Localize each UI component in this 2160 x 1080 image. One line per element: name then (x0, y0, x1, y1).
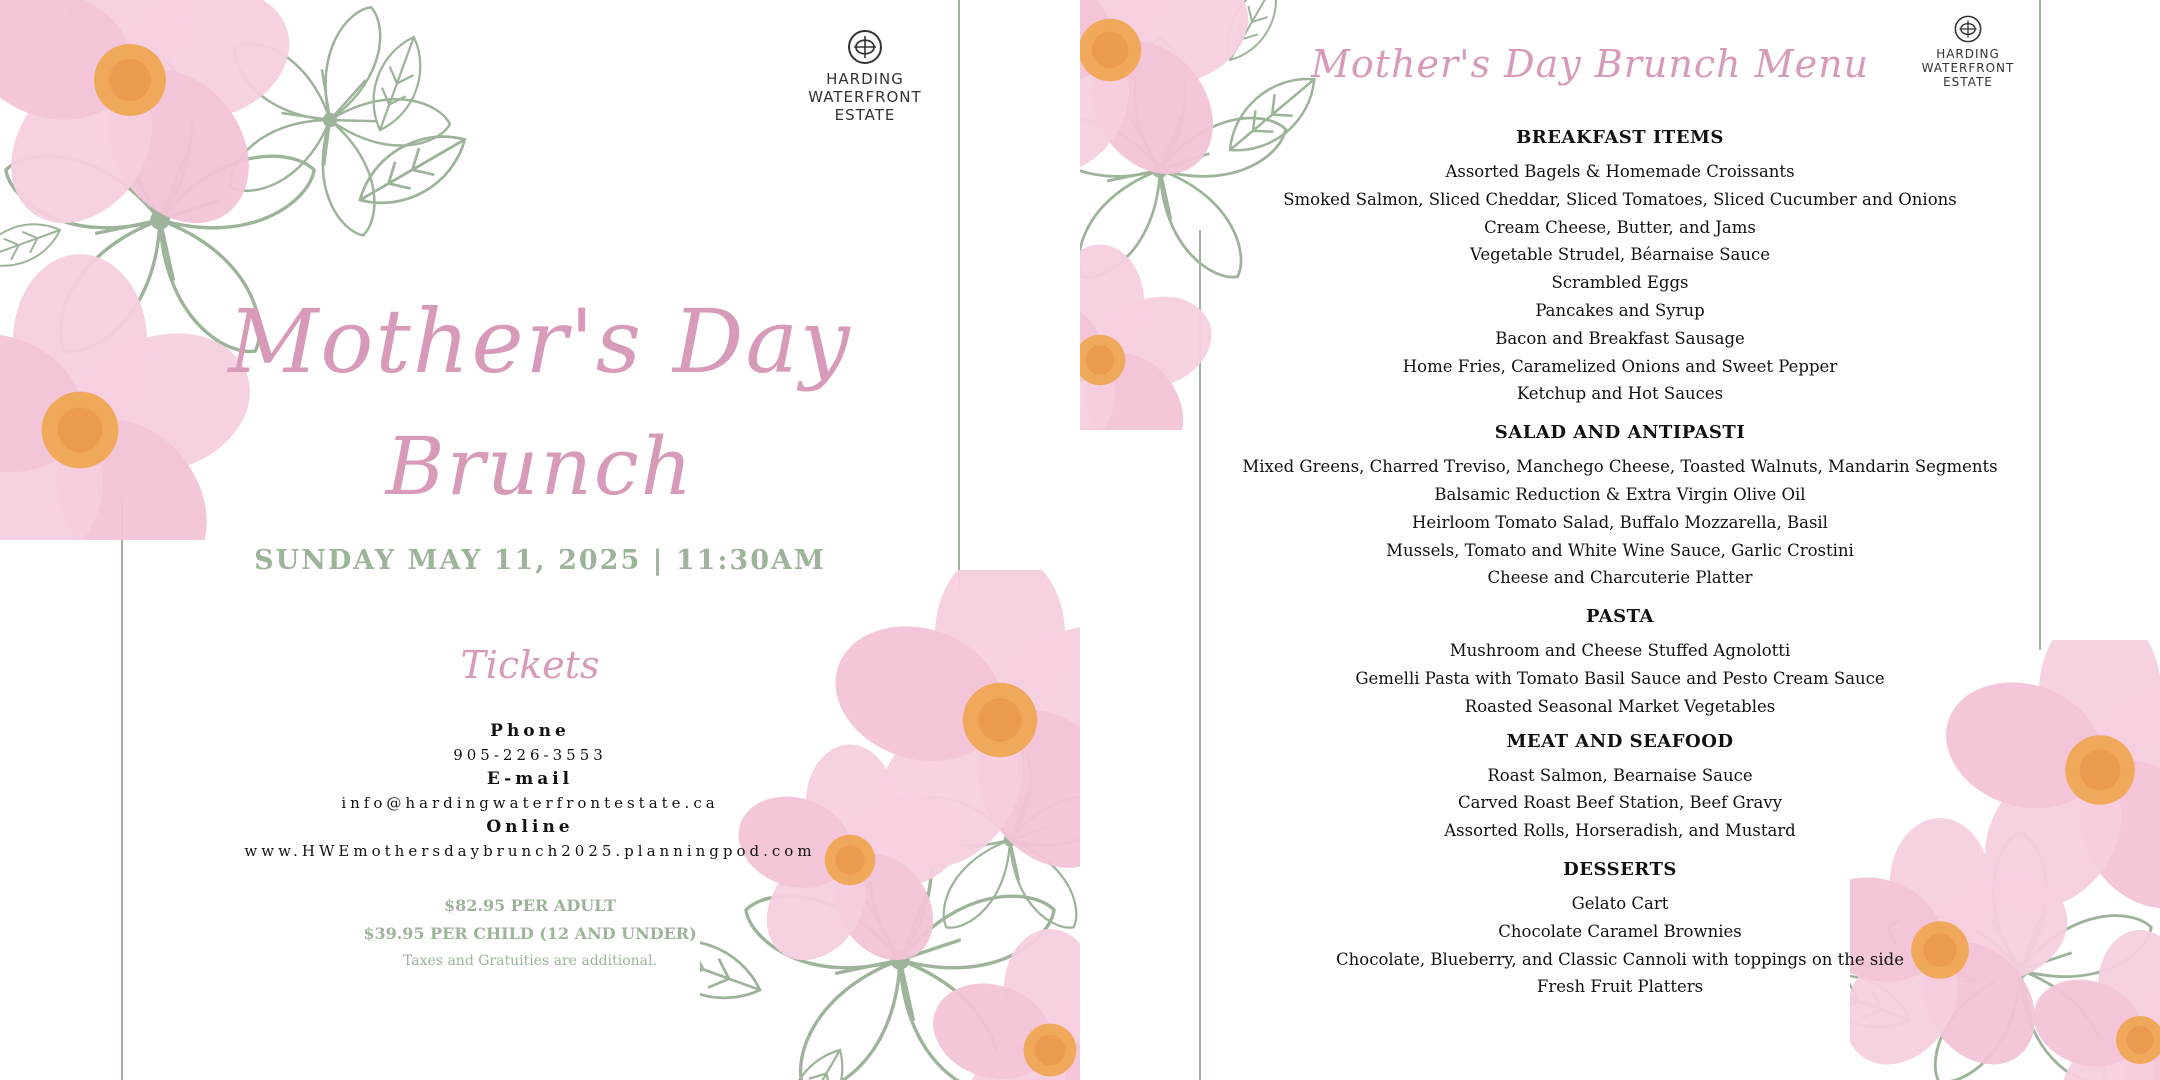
phone-number[interactable]: 905-226-3553 (453, 746, 607, 764)
menu-item: Vegetable Strudel, Béarnaise Sauce (1470, 245, 1770, 265)
menu-logo-line-3: ESTATE (1943, 75, 1993, 89)
estate-logo (790, 28, 940, 124)
logo-line-2: WATERFRONT (808, 88, 922, 106)
menu-item: Chocolate, Blueberry, and Classic Cannoli with toppings on the side (1336, 949, 1904, 969)
event-title-line-1: Mother's Day (228, 290, 852, 393)
menu-logo-line-2: WATERFRONT (1921, 61, 2015, 75)
menu-item: Fresh Fruit Platters (1536, 977, 1704, 997)
event-title-line-2: Brunch (385, 420, 695, 513)
menu-item: Heirloom Tomato Salad, Buffalo Mozzarella, Basil (1412, 512, 1828, 532)
menu-celtic-knot-icon (1953, 14, 1983, 44)
section-breakfast-heading: BREAKFAST ITEMS (1516, 127, 1724, 148)
logo-line-3: ESTATE (834, 106, 896, 124)
menu-item: Bacon and Breakfast Sausage (1495, 328, 1745, 348)
menu-logo-line-1: HARDING (1936, 47, 2000, 61)
menu-item: Cream Cheese, Butter, and Jams (1484, 217, 1756, 237)
tickets-heading: Tickets (460, 643, 600, 687)
menu-item: Smoked Salmon, Sliced Cheddar, Sliced Tomatoes, Sliced Cucumber and Onions (1283, 189, 1957, 209)
online-label: Online (486, 817, 574, 837)
menu-item: Mussels, Tomato and White Wine Sauce, Garlic Crostini (1386, 540, 1854, 560)
phone-label: Phone (490, 721, 570, 741)
child-price: $39.95 PER CHILD (12 AND UNDER) (363, 924, 697, 943)
menu-item: Pancakes and Syrup (1535, 300, 1705, 320)
menu-item: Home Fries, Caramelized Onions and Sweet Pepper (1402, 356, 1838, 376)
menu-title: Mother's Day Brunch Menu (1310, 42, 1870, 86)
taxes-note: Taxes and Gratuities are additional. (403, 953, 657, 969)
menu-item: Scrambled Eggs (1551, 273, 1689, 293)
booking-url[interactable]: www.HWEmothersdaybrunch2025.planningpod.com (244, 842, 816, 860)
menu-item: Balsamic Reduction & Extra Virgin Olive Oil (1434, 484, 1806, 504)
menu-item: Carved Roast Beef Station, Beef Gravy (1457, 793, 1783, 813)
celtic-knot-icon (846, 28, 884, 66)
section-pasta-heading: PASTA (1585, 606, 1655, 628)
menu-estate-logo (1913, 14, 2023, 89)
menu-item: Gelato Cart (1571, 893, 1669, 913)
menu-item: Assorted Rolls, Horseradish, and Mustard (1444, 821, 1796, 841)
contact-block (180, 720, 880, 864)
section-desserts-heading: DESSERTS (1563, 858, 1677, 880)
menu-item: Chocolate Caramel Brownies (1498, 921, 1742, 941)
menu-item: Mushroom and Cheese Stuffed Agnolotti (1449, 641, 1791, 661)
menu-item: Gemelli Pasta with Tomato Basil Sauce and Pesto Cream Sauce (1355, 668, 1885, 688)
border-line-left (121, 500, 123, 1080)
menu-item: Assorted Bagels & Homemade Croissants (1445, 162, 1795, 181)
section-meat-seafood-heading: MEAT AND SEAFOOD (1506, 730, 1734, 752)
section-salad-heading: SALAD AND ANTIPASTI (1494, 422, 1746, 444)
event-date: SUNDAY MAY 11, 2025 | 11:30AM (254, 545, 826, 576)
brunch-menu (1180, 118, 2060, 1001)
email-label: E-mail (486, 769, 574, 789)
menu-item: Ketchup and Hot Sauces (1516, 384, 1724, 404)
border-line-right (958, 0, 960, 590)
email-address[interactable]: info@hardingwaterfrontestate.ca (341, 794, 719, 812)
adult-price: $82.95 PER ADULT (444, 896, 616, 915)
menu-item: Roast Salmon, Bearnaise Sauce (1487, 765, 1753, 785)
logo-line-1: HARDING (826, 70, 904, 88)
menu-item: Roasted Seasonal Market Vegetables (1464, 696, 1776, 716)
menu-item: Mixed Greens, Charred Treviso, Manchego Cheese, Toasted Walnuts, Mandarin Segments (1242, 457, 1998, 477)
menu-item: Cheese and Charcuterie Platter (1487, 568, 1753, 588)
